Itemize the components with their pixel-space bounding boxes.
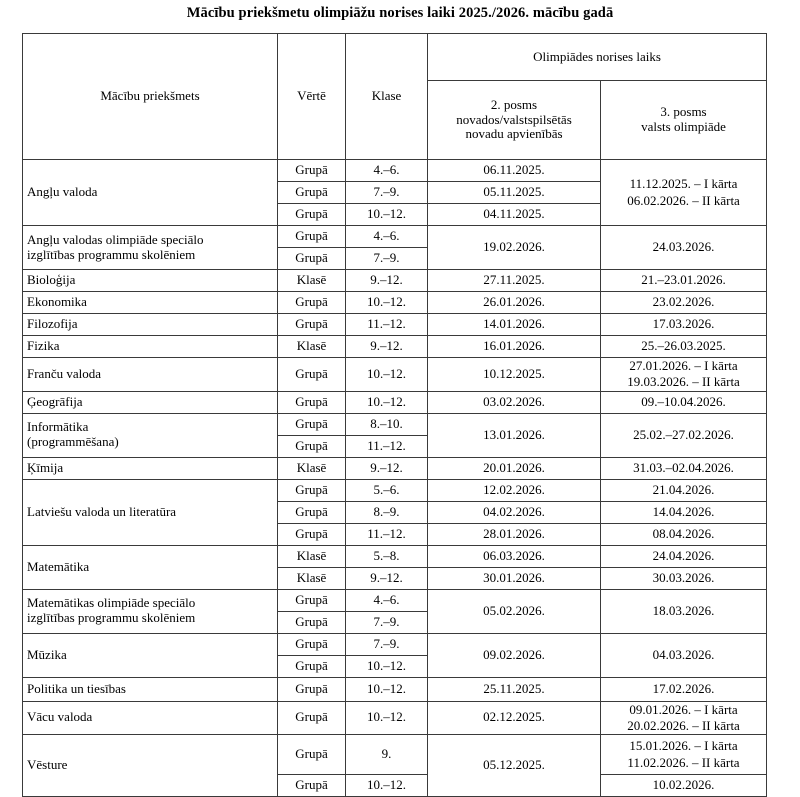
table-row [23, 633, 767, 655]
cell-klase: 10.–12. [346, 775, 428, 797]
table-row [23, 413, 767, 435]
cell-stage2: 26.01.2026. [428, 292, 601, 314]
cell-verte: Grupā [278, 501, 346, 523]
cell-stage3: 04.03.2026. [601, 633, 767, 677]
cell-klase: 8.–10. [346, 413, 428, 435]
cell-stage2: 02.12.2025. [428, 701, 601, 735]
cell-klase: 9.–12. [346, 457, 428, 479]
cell-stage2: 06.11.2025. [428, 160, 601, 182]
cell-klase: 10.–12. [346, 391, 428, 413]
cell-stage2: 28.01.2026. [428, 523, 601, 545]
header-stage3-line2: valsts olimpiāde [641, 119, 726, 134]
header-stage2 [428, 81, 601, 160]
cell-klase: 4.–6. [346, 589, 428, 611]
header-stage2-line3: novadu apvienībās [465, 126, 563, 142]
cell-stage2: 12.02.2026. [428, 479, 601, 501]
table-header [23, 34, 767, 160]
header-verte: Vērtē [278, 34, 346, 160]
cell-subject [23, 589, 278, 633]
table-row [23, 292, 767, 314]
cell-klase: 10.–12. [346, 701, 428, 735]
cell-stage3: 23.02.2026. [601, 292, 767, 314]
cell-verte: Grupā [278, 677, 346, 701]
cell-stage2: 10.12.2025. [428, 358, 601, 392]
cell-subject: Ekonomika [23, 292, 278, 314]
cell-subject: Vēsture [23, 735, 278, 797]
table-row [23, 589, 767, 611]
cell-stage3: 08.04.2026. [601, 523, 767, 545]
cell-stage2: 19.02.2026. [428, 226, 601, 270]
cell-stage2: 16.01.2026. [428, 336, 601, 358]
table-row [23, 270, 767, 292]
cell-verte: Klasē [278, 567, 346, 589]
cell-stage3: 24.03.2026. [601, 226, 767, 270]
cell-verte: Klasē [278, 336, 346, 358]
cell-stage2: 03.02.2026. [428, 391, 601, 413]
cell-stage2: 05.12.2025. [428, 735, 601, 797]
cell-verte: Grupā [278, 358, 346, 392]
table-row [23, 358, 767, 392]
cell-stage3: 21.04.2026. [601, 479, 767, 501]
stage3-line: 15.01.2026. – I kārta [629, 738, 738, 754]
cell-verte: Grupā [278, 775, 346, 797]
cell-klase: 5.–6. [346, 479, 428, 501]
table-row [23, 226, 767, 248]
cell-verte: Grupā [278, 611, 346, 633]
cell-verte: Grupā [278, 204, 346, 226]
subject-line: izglītības programmu skolēniem [27, 610, 196, 625]
cell-verte: Klasē [278, 545, 346, 567]
cell-stage3: 18.03.2026. [601, 589, 767, 633]
cell-stage3: 14.04.2026. [601, 501, 767, 523]
cell-verte: Grupā [278, 633, 346, 655]
cell-stage3: 25.–26.03.2025. [601, 336, 767, 358]
cell-stage3: 31.03.–02.04.2026. [601, 457, 767, 479]
cell-stage3: 25.02.–27.02.2026. [601, 413, 767, 457]
table-row [23, 336, 767, 358]
cell-klase: 9.–12. [346, 336, 428, 358]
cell-klase: 9.–12. [346, 567, 428, 589]
cell-subject: Politika un tiesības [23, 677, 278, 701]
cell-subject: Latviešu valoda un literatūra [23, 479, 278, 545]
subject-line: Angļu valodas olimpiāde speciālo [27, 231, 204, 247]
cell-subject: Angļu valoda [23, 160, 278, 226]
table-row [23, 545, 767, 567]
header-row-top [23, 34, 767, 81]
cell-verte: Grupā [278, 226, 346, 248]
header-klase: Klase [346, 34, 428, 160]
cell-subject: Mūzika [23, 633, 278, 677]
cell-klase: 7.–9. [346, 182, 428, 204]
stage3-line: 27.01.2026. – I kārta [629, 358, 738, 373]
table-body [23, 160, 767, 797]
cell-klase: 10.–12. [346, 204, 428, 226]
table-row [23, 677, 767, 701]
cell-klase: 7.–9. [346, 611, 428, 633]
cell-klase: 8.–9. [346, 501, 428, 523]
header-stage2-line1: 2. posms [490, 97, 538, 113]
cell-stage2: 20.01.2026. [428, 457, 601, 479]
cell-stage2: 04.02.2026. [428, 501, 601, 523]
olympiad-schedule-table [22, 33, 767, 797]
cell-stage3 [601, 358, 767, 392]
cell-verte: Klasē [278, 457, 346, 479]
cell-klase: 10.–12. [346, 358, 428, 392]
cell-stage2: 30.01.2026. [428, 567, 601, 589]
cell-verte: Grupā [278, 655, 346, 677]
cell-subject [23, 226, 278, 270]
cell-verte: Grupā [278, 589, 346, 611]
cell-subject: Matemātika [23, 545, 278, 589]
cell-subject: Ķīmija [23, 457, 278, 479]
header-olympiad-time: Olimpiādes norises laiks [428, 34, 767, 81]
cell-stage3 [601, 735, 767, 775]
cell-stage2: 13.01.2026. [428, 413, 601, 457]
cell-stage2: 06.03.2026. [428, 545, 601, 567]
table-row [23, 314, 767, 336]
subject-line: (programmēšana) [27, 434, 119, 449]
cell-verte: Grupā [278, 160, 346, 182]
stage3-line: 19.03.2026. – II kārta [627, 374, 740, 390]
cell-klase: 5.–8. [346, 545, 428, 567]
stage3-line: 20.02.2026. – II kārta [627, 717, 740, 733]
cell-klase: 9. [346, 735, 428, 775]
page-title: Mācību priekšmetu olimpiāžu norises laiki 2025./2026. mācību gadā [186, 5, 614, 21]
cell-stage2: 14.01.2026. [428, 314, 601, 336]
header-stage3 [601, 81, 767, 160]
table-row [23, 479, 767, 501]
cell-verte: Grupā [278, 523, 346, 545]
cell-stage3: 17.03.2026. [601, 314, 767, 336]
cell-klase: 11.–12. [346, 314, 428, 336]
cell-verte: Grupā [278, 701, 346, 735]
cell-verte: Grupā [278, 182, 346, 204]
cell-stage3 [601, 160, 767, 226]
cell-stage2: 25.11.2025. [428, 677, 601, 701]
cell-stage2: 05.11.2025. [428, 182, 601, 204]
cell-verte: Grupā [278, 435, 346, 457]
cell-stage3: 30.03.2026. [601, 567, 767, 589]
cell-stage3: 21.–23.01.2026. [601, 270, 767, 292]
schedule-table-container [22, 33, 766, 797]
cell-verte: Grupā [278, 413, 346, 435]
cell-stage2: 09.02.2026. [428, 633, 601, 677]
cell-klase: 4.–6. [346, 226, 428, 248]
table-row [23, 160, 767, 182]
cell-klase: 9.–12. [346, 270, 428, 292]
cell-klase: 7.–9. [346, 248, 428, 270]
cell-stage2: 05.02.2026. [428, 589, 601, 633]
cell-klase: 7.–9. [346, 633, 428, 655]
cell-stage3: 09.–10.04.2026. [601, 391, 767, 413]
cell-verte: Klasē [278, 270, 346, 292]
table-row [23, 735, 767, 775]
cell-subject: Ģeogrāfija [23, 391, 278, 413]
header-stage3-line1: 3. posms [660, 104, 707, 120]
stage3-line: 06.02.2026. – II kārta [627, 192, 740, 208]
header-stage2-line2: novados/valstspilsētās [456, 111, 572, 127]
cell-subject: Bioloģija [23, 270, 278, 292]
cell-subject [23, 413, 278, 457]
cell-verte: Grupā [278, 314, 346, 336]
cell-klase: 10.–12. [346, 655, 428, 677]
stage3-line: 11.12.2025. – I kārta [629, 176, 738, 192]
subject-line: Informātika [27, 419, 89, 435]
cell-stage3 [601, 701, 767, 735]
cell-subject: Vācu valoda [23, 701, 278, 735]
cell-klase: 10.–12. [346, 292, 428, 314]
cell-verte: Grupā [278, 479, 346, 501]
table-row [23, 391, 767, 413]
table-row [23, 457, 767, 479]
cell-subject: Filozofija [23, 314, 278, 336]
subject-line: izglītības programmu skolēniem [27, 246, 196, 262]
cell-klase: 10.–12. [346, 677, 428, 701]
cell-verte: Grupā [278, 735, 346, 775]
cell-verte: Grupā [278, 248, 346, 270]
header-subject: Mācību priekšmets [23, 34, 278, 160]
cell-stage3: 17.02.2026. [601, 677, 767, 701]
subject-line: Matemātikas olimpiāde speciālo [27, 595, 196, 611]
cell-stage3: 10.02.2026. [601, 775, 767, 797]
cell-klase: 4.–6. [346, 160, 428, 182]
cell-klase: 11.–12. [346, 523, 428, 545]
cell-verte: Grupā [278, 391, 346, 413]
table-row [23, 701, 767, 735]
cell-verte: Grupā [278, 292, 346, 314]
cell-stage3: 24.04.2026. [601, 545, 767, 567]
stage3-line: 11.02.2026. – II kārta [627, 754, 740, 770]
cell-stage2: 27.11.2025. [428, 270, 601, 292]
cell-subject: Franču valoda [23, 358, 278, 392]
stage3-line: 09.01.2026. – I kārta [629, 701, 738, 717]
cell-klase: 11.–12. [346, 435, 428, 457]
cell-stage2: 04.11.2025. [428, 204, 601, 226]
cell-subject: Fizika [23, 336, 278, 358]
